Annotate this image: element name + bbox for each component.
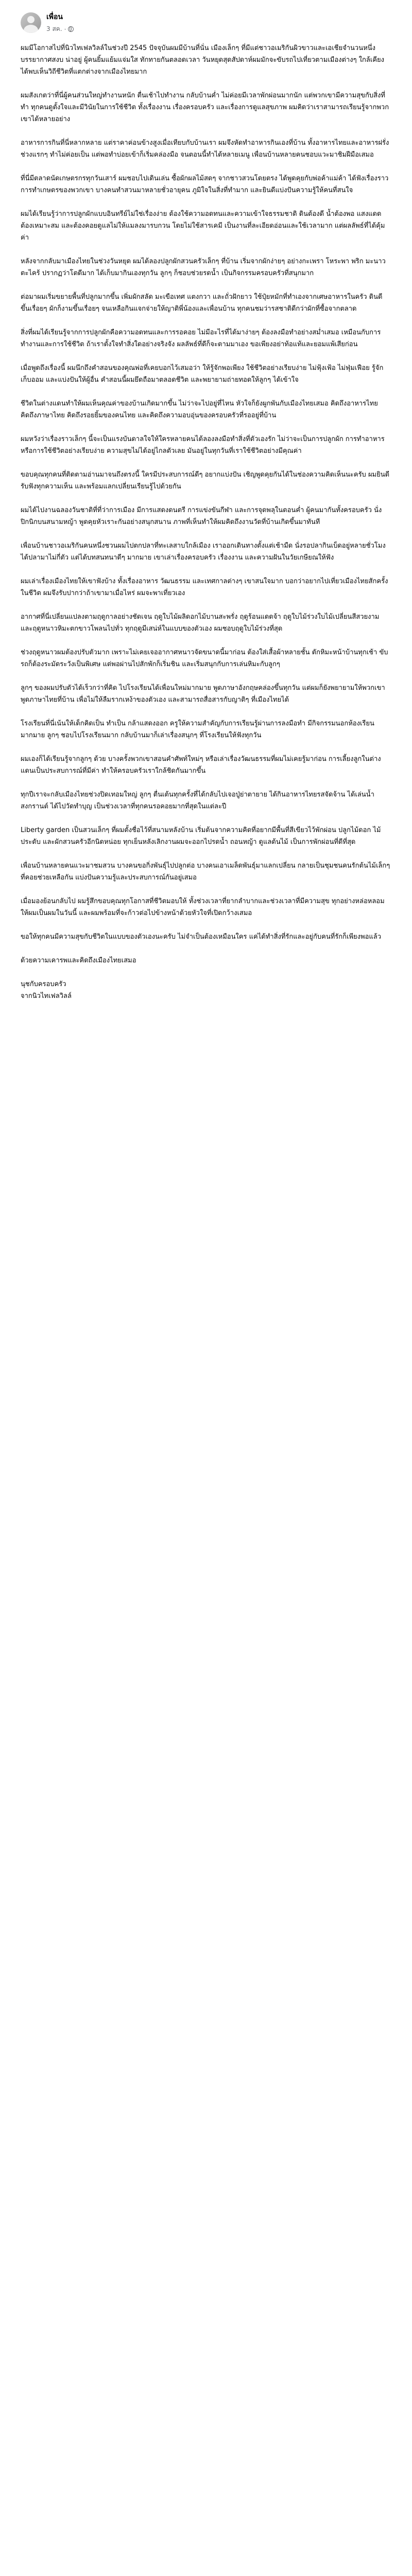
post-paragraph: ลูกๆ ของผมปรับตัวได้เร็วกว่าที่คิด ไปโรงเรียนได้เพื่อนใหม่มากมาย พูดภาษาอังกฤษคล่องขึ้นทุกวัน แต่ผมก็ยังพยายามให้พวกเขาพูดภาษาไทยที่บ้าน เพื่อไม่ให้ลืมรากเหง้าของตัวเอง และสามารถสื่อสารกับญาติๆ ที่เมืองไทยได้ [21,684,385,704]
post-paragraph: ผมเล่าเรื่องเมืองไทยให้เขาฟังบ้าง ทั้งเรื่องอาหาร วัฒนธรรม และเทศกาลต่างๆ เขาสนใจมาก บอกว่าอยากไปเที่ยวเมืองไทยสักครั้งในชีวิต ผมจึงรับปากว่าถ้าเขามาเมื่อไหร่ ผมจะพาเที่ยวเอง [21,578,388,597]
post-paragraph: สิ่งที่ผมได้เรียนรู้จากการปลูกผักคือความอดทนและการรอคอย ไม่มีอะไรที่ได้มาง่ายๆ ต้องลงมือทำอย่างสม่ำเสมอ เหมือนกับการทำงานและการใช้ชีวิต ถ้าเราตั้งใจทำสิ่งใดอย่างจริงจัง ผลลัพธ์ที่ดีก็จะตามมาเอง ขอเพียงอย่าท้อแท้และยอมแพ้เสียก่อน [21,329,381,348]
post-paragraph: โรงเรียนที่นี่เน้นให้เด็กคิดเป็น ทำเป็น กล้าแสดงออก ครูให้ความสำคัญกับการเรียนรู้ผ่านการลงมือทำ มีกิจกรรมนอกห้องเรียนมากมาย ลูกๆ ชอบไปโรงเรียนมาก กลับบ้านมาก็เล่าเรื่องสนุกๆ ที่โรงเรียนให้ฟังทุกวัน [21,720,374,739]
post-paragraph: ต่อมาผมเริ่มขยายพื้นที่ปลูกมากขึ้น เพิ่มผักสลัด มะเขือเทศ แตงกวา และถั่วฝักยาว ใช้ปุ๋ยหมักที่ทำเองจากเศษอาหารในครัว ดินดีขึ้นเรื่อยๆ ผักก็งามขึ้นเรื่อยๆ จนเหลือกินแจกจ่ายให้ญาติพี่น้องและเพื่อนบ้าน ทุกคนชมว่ารสชาติดีกว่าผักที่ซื้อจากตลาด [21,293,383,313]
post-paragraph: ที่นี่มีตลาดนัดเกษตรกรทุกวันเสาร์ ผมชอบไปเดินเล่น ซื้อผักผลไม้สดๆ จากชาวสวนโดยตรง ได้พูดคุยกับพ่อค้าแม่ค้า ได้ฟังเรื่องราวการทำเกษตรของพวกเขา บางคนทำสวนมาหลายชั่วอายุคน ภูมิใจในสิ่งที่ทำมาก และยินดีแบ่งปันความรู้ให้คนที่สนใจ [21,175,389,194]
post-subline [46,24,74,34]
post-paragraph: ผมมีโอกาสไปที่นิวไทเฟลวิลล์ในช่วงปี 2545 ปัจจุบันผมมีบ้านที่นั่น เมืองเล็กๆ ที่มีแต่ชาวอเมริกันผิวขาวและเอเชียจำนวนหนึ่ง บรรยากาศสงบ น่าอยู่ ผู้คนยิ้มแย้มแจ่มใส ทักทายกันตลอดเวลา วันหยุดสุดสัปดาห์ผมมักจะขับรถไปเที่ยวตามเมืองต่างๆ ใกล้เคียง ได้พบเห็นวิถีชีวิตที่แตกต่างจากเมืองไทยมาก [21,44,387,76]
post-paragraph: อากาศที่นี่เปลี่ยนแปลงตามฤดูกาลอย่างชัดเจน ฤดูใบไม้ผลิดอกไม้บานสะพรั่ง ฤดูร้อนแดดจ้า ฤดูใบไม้ร่วงใบไม้เปลี่ยนสีสวยงาม และฤดูหนาวหิมะตกขาวโพลนไปทั่ว ทุกฤดูมีเสน่ห์ในแบบของตัวเอง ผมชอบฤดูใบไม้ร่วงที่สุด [21,613,382,633]
post-paragraph: ขอให้ทุกคนมีความสุขกับชีวิตในแบบของตัวเองนะครับ ไม่จำเป็นต้องเหมือนใคร แค่ได้ทำสิ่งที่รักและอยู่กับคนที่รักก็เพียงพอแล้ว [21,933,382,941]
post-paragraph: ด้วยความเคารพและคิดถึงเมืองไทยเสมอ [21,957,136,964]
post-paragraph: ผมสังเกตว่าที่นี่ผู้คนส่วนใหญ่ทำงานหนัก ตื่นเช้าไปทำงาน กลับบ้านค่ำ ไม่ค่อยมีเวลาพักผ่อนมากนัก แต่พวกเขามีความสุขกับสิ่งที่ทำ ทุกคนดูตั้งใจและมีวินัยในการใช้ชีวิต ทั้งเรื่องงาน เรื่องครอบครัว และเรื่องการดูแลสุขภาพ ผมคิดว่าเราสามารถเรียนรู้จากพวกเขาได้หลายอย่าง [21,92,389,123]
post-paragraph: เมื่อมองย้อนกลับไป ผมรู้สึกขอบคุณทุกโอกาสที่ชีวิตมอบให้ ทั้งช่วงเวลาที่ยากลำบากและช่วงเวลาที่มีความสุข ทุกอย่างหล่อหลอมให้ผมเป็นผมในวันนี้ และผมพร้อมที่จะก้าวต่อไปข้างหน้าด้วยหัวใจที่เปิดกว้างเสมอ [21,897,385,917]
post-body [21,42,391,1002]
post-paragraph: ผมเองก็ได้เรียนรู้จากลูกๆ ด้วย บางครั้งพวกเขาสอนคำศัพท์ใหม่ๆ หรือเล่าเรื่องวัฒนธรรมที่ผมไม่เคยรู้มาก่อน การเลี้ยงลูกในต่างแดนเป็นประสบการณ์ที่มีค่า ทำให้ครอบครัวเราใกล้ชิดกันมากขึ้น [21,755,381,775]
post-paragraph: เมื่อพูดถึงเรื่องนี้ ผมนึกถึงคำสอนของคุณพ่อที่เคยบอกไว้เสมอว่า ให้รู้จักพอเพียง ใช้ชีวิตอย่างเรียบง่าย ไม่ฟุ้งเฟ้อ ไม่ฟุ่มเฟือย รู้จักเก็บออม และแบ่งปันให้ผู้อื่น คำสอนนี้ผมยึดถือมาตลอดชีวิต และพยายามถ่ายทอดให้ลูกๆ ได้เข้าใจ [21,364,384,384]
post-paragraph: ผมได้ไปงานฉลองวันชาติที่ที่ว่าการเมือง มีการแสดงดนตรี การแข่งขันกีฬา และการจุดพลุในตอนค่ำ ผู้คนมากันทั้งครอบครัว นั่งปิกนิกบนสนามหญ้า พูดคุยหัวเราะกันอย่างสนุกสนาน ภาพที่เห็นทำให้ผมคิดถึงงานวัดที่บ้านเกิดขึ้นมาทันที [21,506,382,526]
post-paragraph: ผมได้เรียนรู้ว่าการปลูกผักแบบอินทรีย์ไม่ใช่เรื่องง่าย ต้องใช้ความอดทนและความเข้าใจธรรมชาติ ดินต้องดี น้ำต้องพอ แสงแดดต้องเหมาะสม และต้องคอยดูแลไม่ให้แมลงมารบกวน โดยไม่ใช้สารเคมี เป็นงานที่ละเอียดอ่อนและใช้เวลามาก แต่ผลลัพธ์ที่ได้คุ้มค่า [21,210,385,242]
post-paragraph: ทุกปีเราจะกลับเมืองไทยช่วงปิดเทอมใหญ่ ลูกๆ ตื่นเต้นทุกครั้งที่ได้กลับไปเจอปู่ย่าตายาย ได้กินอาหารไทยรสจัดจ้าน ได้เล่นน้ำสงกรานต์ ได้ไปวัดทำบุญ เป็นช่วงเวลาที่ทุกคนรอคอยมากที่สุดในแต่ละปี [21,791,374,810]
post-time[interactable]: 3 สค. [46,25,62,32]
separator-dot: · [64,25,66,33]
post-paragraph: Liberty garden เป็นสวนเล็กๆ ที่ผมตั้งชื่อไว้ที่สนามหลังบ้าน เริ่มต้นจากความคิดที่อยากมีพื้นที่สีเขียวไว้พักผ่อน ปลูกไม้ดอก ไม้ประดับ และผักสวนครัวอีกนิดหน่อย ทุกเย็นหลังเลิกงานผมจะออกไปรดน้ำ ถอนหญ้า ดูแลต้นไม้ เป็นการพักผ่อนที่ดีที่สุด [21,826,381,846]
post-signature [21,978,391,1002]
author-name[interactable]: เพื่อน [46,13,63,21]
post-header [21,7,391,38]
globe-icon [68,26,74,32]
signature-line: จากนิวไทเฟลวิลล์ [21,992,72,1000]
post-paragraph: อาหารการกินที่นี่หลากหลาย แต่ราคาค่อนข้างสูงเมื่อเทียบกับบ้านเรา ผมจึงหัดทำอาหารกินเองที่บ้าน ทั้งอาหารไทยและอาหารฝรั่ง ช่วงแรกๆ ทำไม่ค่อยเป็น แต่พอทำบ่อยเข้าก็เริ่มคล่องมือ จนตอนนี้ทำได้หลายเมนู เพื่อนบ้านหลายคนชอบแวะมาชิมฝีมือเสมอ [21,139,391,159]
avatar[interactable] [21,12,41,33]
post-paragraph: เพื่อนบ้านชาวอเมริกันคนหนึ่งชวนผมไปตกปลาที่ทะเลสาบใกล้เมือง เราออกเดินทางตั้งแต่เช้ามืด นั่งรอปลากินเบ็ดอยู่หลายชั่วโมง ได้ปลามาไม่กี่ตัว แต่ได้บทสนทนาดีๆ มากมาย เขาเล่าเรื่องครอบครัว เรื่องงาน และความฝันในวัยเกษียณให้ฟัง [21,542,388,562]
post-paragraph: หลังจากกลับมาเมืองไทยในช่วงวันหยุด ผมได้ลองปลูกผักสวนครัวเล็กๆ ที่บ้าน เริ่มจากผักง่ายๆ อย่างกะเพรา โหระพา พริก มะนาว ตะไคร้ ปรากฏว่าโตดีมาก ได้เก็บมากินเองทุกวัน ลูกๆ ก็ชอบช่วยรดน้ำ เป็นกิจกรรมครอบครัวที่สนุกมาก [21,258,388,277]
post-paragraph: ช่วงฤดูหนาวผมต้องปรับตัวมาก เพราะไม่เคยเจออากาศหนาวจัดขนาดนี้มาก่อน ต้องใส่เสื้อผ้าหลายชั้น ตักหิมะหน้าบ้านทุกเช้า ขับรถก็ต้องระมัดระวังเป็นพิเศษ แต่พอผ่านไปสักพักก็เริ่มชิน และเริ่มสนุกกับการเล่นหิมะกับลูกๆ [21,649,388,668]
signature-line: นุชกับครอบครัว [21,980,66,988]
post-paragraph: ชีวิตในต่างแดนทำให้ผมเห็นคุณค่าของบ้านเกิดมากขึ้น ไม่ว่าจะไปอยู่ที่ไหน หัวใจก็ยังผูกพันกับเมืองไทยเสมอ คิดถึงอาหารไทย คิดถึงภาษาไทย คิดถึงรอยยิ้มของคนไทย และคิดถึงความอบอุ่นของครอบครัวที่รออยู่ที่บ้าน [21,400,381,419]
post-paragraph: เพื่อนบ้านหลายคนแวะมาชมสวน บางคนขอกิ่งพันธุ์ไปปลูกต่อ บางคนเอาเมล็ดพันธุ์มาแลกเปลี่ยน กลายเป็นชุมชนคนรักต้นไม้เล็กๆ ที่คอยช่วยเหลือกัน แบ่งปันความรู้และประสบการณ์กันอยู่เสมอ [21,862,392,882]
post-paragraph: ขอบคุณทุกคนที่ติดตามอ่านมาจนถึงตรงนี้ ใครมีประสบการณ์ดีๆ อยากแบ่งปัน เชิญพูดคุยกันได้ในช่องความคิดเห็นนะครับ ผมยินดีรับฟังทุกความเห็น และพร้อมแลกเปลี่ยนเรียนรู้ไปด้วยกัน [21,471,390,490]
post-meta [46,11,74,34]
post-paragraph: ผมหวังว่าเรื่องราวเล็กๆ นี้จะเป็นแรงบันดาลใจให้ใครหลายคนได้ลองลงมือทำสิ่งที่ตัวเองรัก ไม่ว่าจะเป็นการปลูกผัก การทำอาหาร หรือการใช้ชีวิตอย่างเรียบง่าย ความสุขไม่ได้อยู่ไกลตัวเลย มันอยู่ในทุกวันที่เราใช้ชีวิตอย่างมีคุณค่า [21,435,387,455]
